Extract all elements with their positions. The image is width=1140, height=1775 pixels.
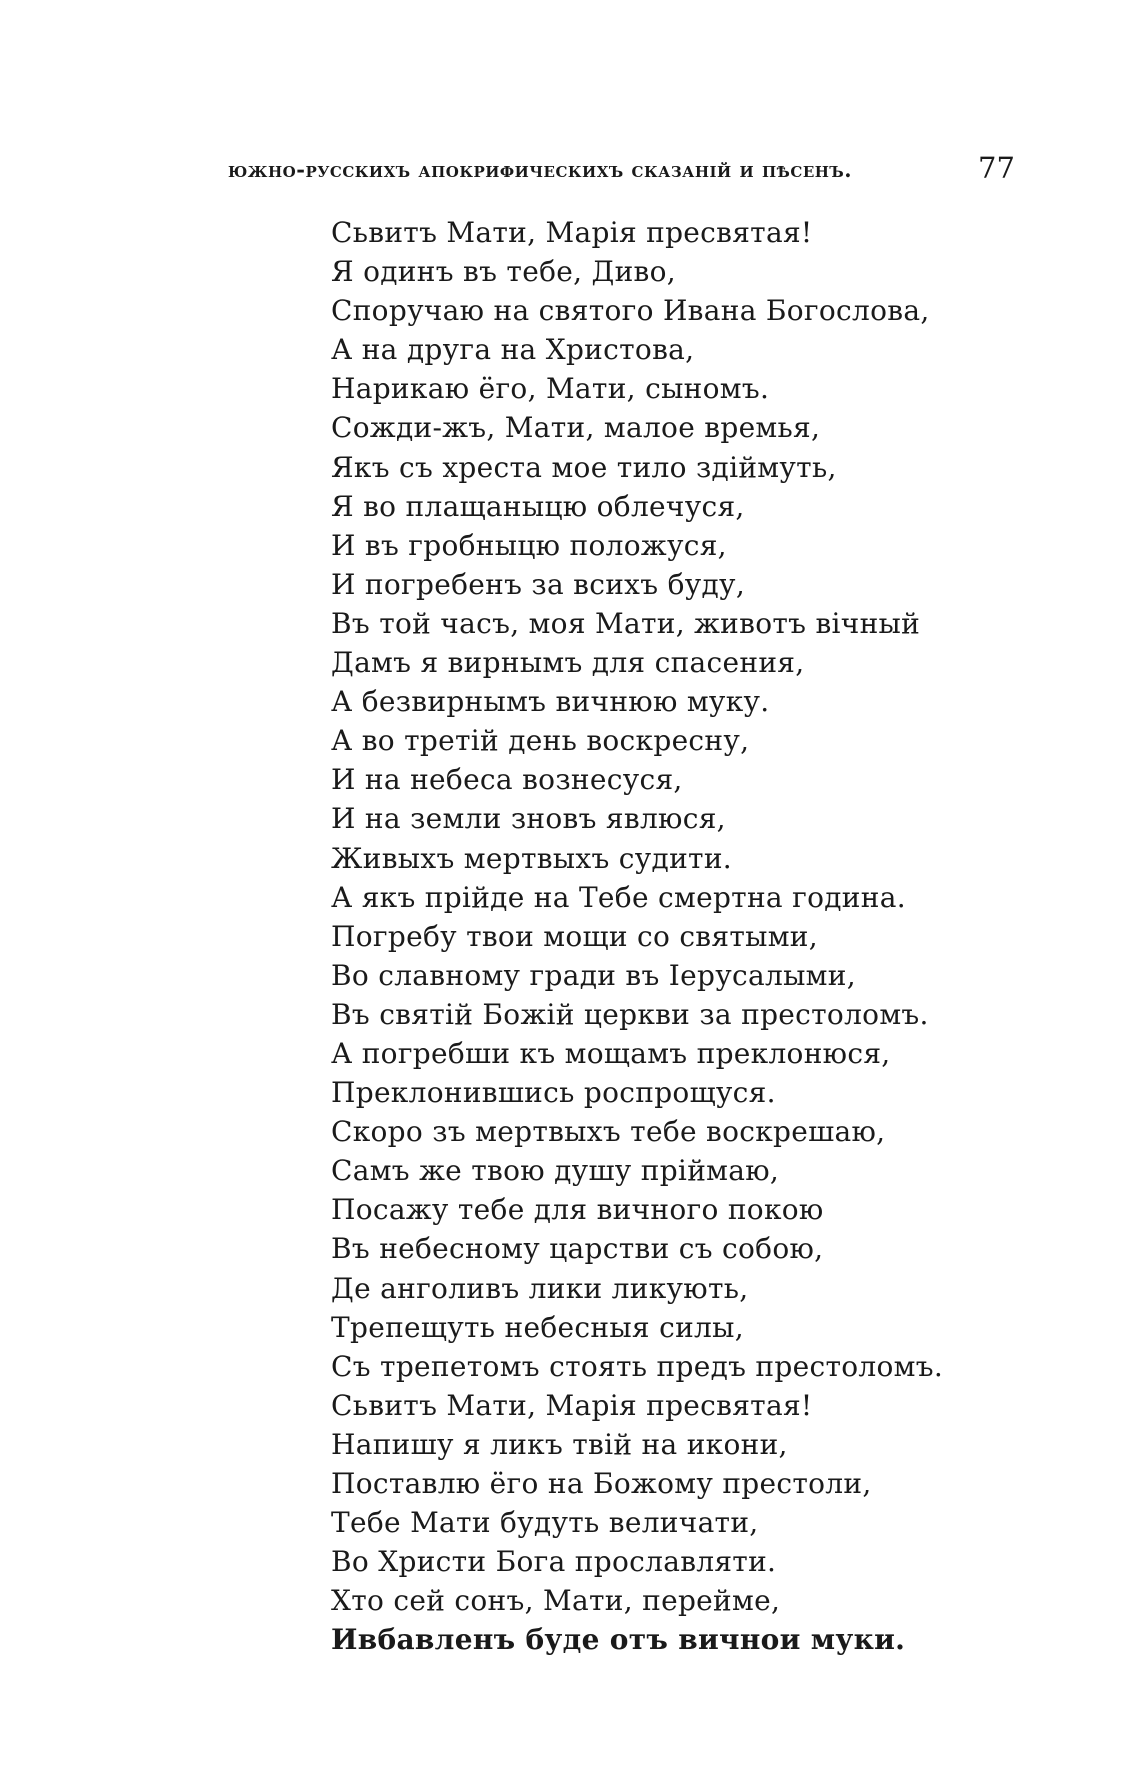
verse-line: Въ небесному царстви съ собою, [331, 1232, 824, 1266]
verse-line: А якъ прійде на Тебе смертна година. [331, 880, 906, 914]
verse-line: Преклонившись роспрощуся. [331, 1076, 776, 1110]
verse-line: Во славному гради въ Іерусалыми, [331, 958, 856, 992]
verse-line: Самъ же твою душу пріймаю, [331, 1154, 780, 1188]
verse-line: И погребенъ за всихъ буду, [331, 567, 746, 601]
verse-line: Сожди-жъ, Мати, малое времья, [331, 411, 821, 445]
verse-line: Де анголивъ лики ликують, [331, 1271, 749, 1305]
verse-line: Я во плащаныцю облечуся, [331, 489, 745, 523]
verse-line: Въ той часъ, моя Мати, животъ вічный [331, 606, 921, 640]
verse-line: А во третій день воскресну, [331, 724, 750, 758]
verse-line: Поставлю ёго на Божому престоли, [331, 1467, 872, 1500]
verse-line: А погребши къ мощамъ преклонюся, [331, 1036, 891, 1070]
verse-line: Погребу твои мощи со святыми, [331, 919, 818, 953]
verse-line-final: Ивбавленъ буде отъ вичнои муки. [331, 1623, 906, 1657]
verse-line: Сьвитъ Мати, Марія пресвятая! [331, 216, 813, 249]
verse-line: Тебе Мати будуть величати, [331, 1506, 759, 1540]
page-number: 77 [978, 151, 1015, 185]
verse-line: И на земли зновъ явлюся, [331, 802, 726, 836]
verse-line: Во Христи Бога прославляти. [331, 1545, 777, 1579]
verse-line: Я одинъ въ тебе, Диво, [331, 255, 676, 289]
verse-line: Дамъ я вирнымъ для спасения, [331, 646, 805, 680]
verse-line: Споручаю на святого Ивана Богослова, [331, 294, 930, 328]
running-head: южно-русскихъ апокрифическихъ сказаній и пѣсенъ. [228, 157, 853, 182]
verse-line: Въ святій Божій церкви за престоломъ. [331, 997, 929, 1031]
verse-line: Скоро зъ мертвыхъ тебе воскрешаю, [331, 1115, 886, 1149]
verse-line: Съ трепетомъ стоять предъ престоломъ. [331, 1349, 944, 1383]
verse-line: Якъ съ хреста мое тило здіймуть, [331, 450, 837, 484]
verse-line: А на друга на Христова, [331, 333, 695, 367]
verse-line: А безвирнымъ вичнюю муку. [331, 685, 770, 719]
verse-line: И на небеса вознесуся, [331, 763, 683, 797]
verse-line: И въ гробныцю положуся, [331, 528, 727, 562]
verse-line: Посажу тебе для вичного покою [331, 1193, 824, 1227]
verse-line: Хто сей сонъ, Мати, перейме, [331, 1584, 781, 1618]
verse-text [331, 213, 1071, 1659]
verse-line: Сьвитъ Мати, Марія пресвятая! [331, 1388, 813, 1422]
verse-line: Трепещуть небесныя силы, [331, 1310, 744, 1344]
verse-line: Живыхъ мертвыхъ судити. [331, 841, 733, 875]
verse-line: Нарикаю ёго, Мати, сыномъ. [331, 372, 770, 406]
verse-line: Напишу я ликъ твій на икони, [331, 1427, 788, 1461]
